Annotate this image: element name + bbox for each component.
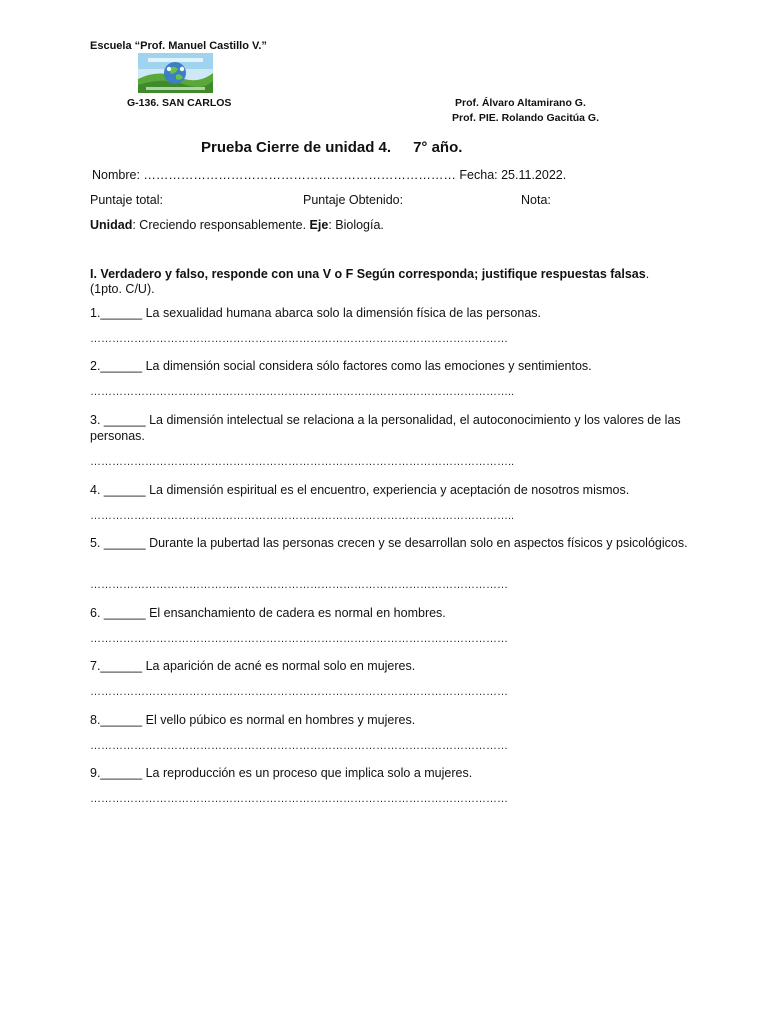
answer-line-3[interactable]: …………………………………………………………………………………………………….. — [90, 456, 515, 468]
name-date-row — [92, 168, 566, 182]
instructions — [90, 267, 680, 297]
school-name: Escuela “Prof. Manuel Castillo V.” — [90, 40, 267, 52]
answer-line-5[interactable]: …………………………………………………………………………………………………… — [90, 579, 508, 591]
axis-value: : Biología. — [328, 218, 384, 232]
test-grade: 7° año. — [413, 139, 463, 156]
unit-value: : Creciendo responsablemente. — [132, 218, 310, 232]
question-8: 8.______ El vello púbico es normal en hombres y mujeres. — [90, 713, 416, 727]
question-3: 3. ______ La dimensión intelectual se relaciona a la personalidad, el autoconocimiento y los valores de las personas. — [90, 413, 681, 443]
question-5: 5. ______ Durante la pubertad las personas crecen y se desarrollan solo en aspectos físicos y psicológicos. — [90, 536, 688, 550]
total-score-label: Puntaje total: — [90, 193, 163, 207]
axis-label: Eje — [309, 218, 329, 232]
teacher-name-2: Prof. PIE. Rolando Gacitúa G. — [452, 112, 600, 124]
name-label: Nombre: — [92, 168, 140, 182]
school-code: G-136. SAN CARLOS — [127, 97, 232, 109]
answer-line-2[interactable]: …………………………………………………………………………………………………….. — [90, 386, 515, 398]
question-2: 2.______ La dimensión social considera sólo factores como las emociones y sentimientos. — [90, 359, 592, 373]
test-title-main: Prueba Cierre de unidad 4. — [201, 139, 392, 156]
answer-line-1[interactable]: …………………………………………………………………………………………………… — [90, 333, 508, 345]
school-logo — [138, 53, 213, 93]
instructions-bold: I. Verdadero y falso, responde con una V o F Según corresponda; justifique respuestas falsas — [90, 267, 646, 281]
test-title — [201, 139, 462, 156]
answer-line-4[interactable]: …………………………………………………………………………………………………….. — [90, 510, 515, 522]
question-1: 1.______ La sexualidad humana abarca solo la dimensión física de las personas. — [90, 306, 541, 320]
obtained-score-label: Puntaje Obtenido: — [303, 193, 404, 207]
answer-line-8[interactable]: …………………………………………………………………………………………………… — [90, 740, 508, 752]
answer-line-7[interactable]: …………………………………………………………………………………………………… — [90, 686, 508, 698]
teacher-name-1: Prof. Álvaro Altamirano G. — [455, 97, 586, 109]
question-9: 9.______ La reproducción es un proceso que implica solo a mujeres. — [90, 766, 473, 780]
name-blank[interactable]: ………………………………………………………………… — [143, 168, 456, 182]
answer-line-6[interactable]: …………………………………………………………………………………………………… — [90, 633, 508, 645]
date-label: Fecha: 25.11.2022. — [459, 168, 567, 182]
answer-line-9[interactable]: …………………………………………………………………………………………………… — [90, 793, 508, 805]
school-logo-image — [138, 53, 213, 93]
unit-label: Unidad — [90, 218, 133, 232]
grade-label: Nota: — [521, 193, 551, 207]
unit-row — [90, 218, 384, 232]
question-4: 4. ______ La dimensión espiritual es el encuentro, experiencia y aceptación de nosotros mismos. — [90, 483, 630, 497]
question-6: 6. ______ El ensanchamiento de cadera es normal en hombres. — [90, 606, 446, 620]
instructions-points: . (1pto. C/U). — [90, 267, 650, 296]
question-7: 7.______ La aparición de acné es normal solo en mujeres. — [90, 659, 416, 673]
